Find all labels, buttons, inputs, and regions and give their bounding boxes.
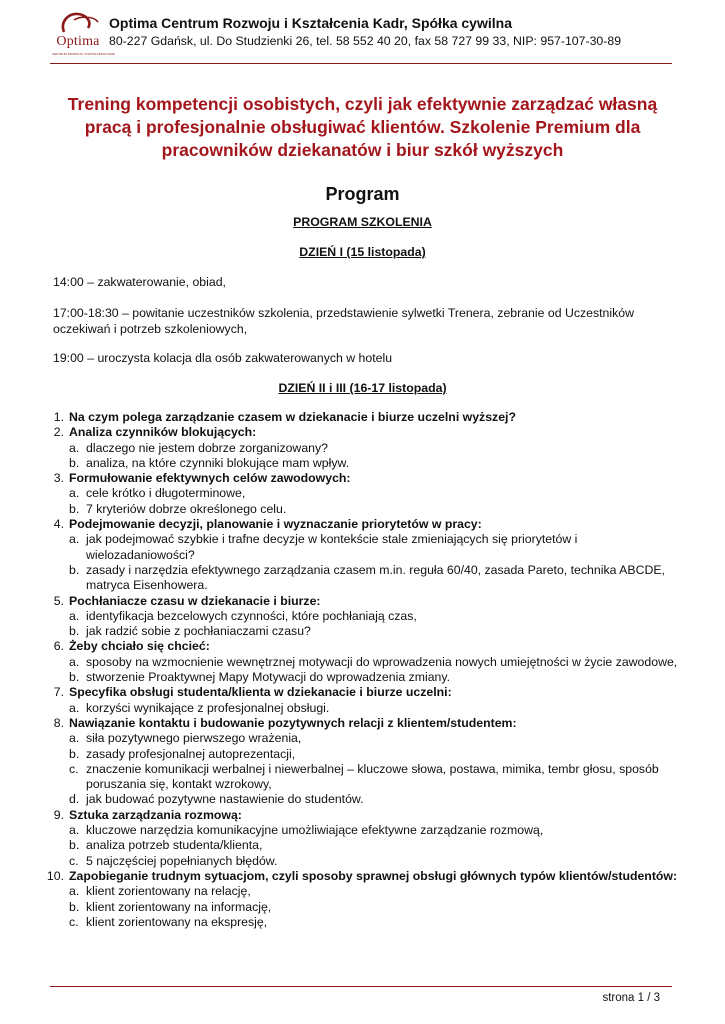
- sub-item-letter: a.: [69, 486, 80, 501]
- program-topics-list: [0, 410, 725, 930]
- list-title-text: Analiza czynników blokujących:: [69, 425, 257, 440]
- list-number: 2.: [53, 425, 64, 440]
- document-title: [40, 93, 685, 162]
- sub-item-text: 5 najczęściej popełnianych błędów.: [86, 853, 278, 868]
- title-line: Trening kompetencji osobistych, czyli jak efektywnie zarządzać własną: [67, 94, 658, 114]
- sub-item: [0, 747, 725, 762]
- list-title-text: Podejmowanie decyzji, planowanie i wyznaczanie priorytetów w pracy:: [69, 517, 482, 532]
- sub-item: [0, 532, 725, 563]
- list-item: [0, 716, 725, 808]
- list-item: [0, 410, 725, 425]
- list-item-title: [0, 716, 725, 731]
- sub-item-text: stworzenie Proaktywnej Mapy Motywacji do wprowadzenia zmiany.: [86, 670, 451, 685]
- sub-item-letter: c.: [69, 853, 79, 868]
- list-number: 10.: [46, 868, 64, 883]
- list-item: [0, 594, 725, 640]
- sub-item: [0, 731, 725, 746]
- sub-item-letter: b.: [69, 501, 80, 516]
- logo-wordmark: Optima: [56, 34, 100, 49]
- letterhead: [50, 10, 672, 64]
- sub-item-text: klient zorientowany na ekspresję,: [86, 914, 268, 929]
- sub-item-letter: b.: [69, 562, 80, 577]
- list-number: 5.: [53, 593, 64, 608]
- list-item-title: [0, 639, 725, 654]
- sub-item-letter: a.: [69, 731, 80, 746]
- page-number: strona 1 / 3: [602, 992, 660, 1004]
- list-item-title: [0, 808, 725, 823]
- sub-item: [0, 884, 725, 899]
- sub-item-letter: c.: [69, 914, 79, 929]
- sub-item-text: znaczenie komunikacji werbalnej i niewerbalnej – kluczowe słowa, postawa, mimika, tembr głosu, sposób poruszania się, kontakt wzrokowy,: [86, 761, 659, 792]
- schedule-entry: 14:00 – zakwaterowanie, obiad,: [53, 275, 226, 289]
- program-heading: Program: [325, 184, 400, 204]
- list-item: [0, 639, 725, 685]
- sub-item-text: jak budować pozytywne nastawienie do studentów.: [86, 792, 364, 807]
- sub-item-letter: a.: [69, 823, 80, 838]
- day23-heading: DZIEŃ II i III (16-17 listopada): [278, 381, 447, 395]
- list-item-title: [0, 517, 725, 532]
- sub-item-text: kluczowe narzędzia komunikacyjne umożliwiające efektywne zarządzanie rozmową,: [86, 823, 544, 838]
- sub-item-text: dlaczego nie jestem dobrze zorganizowany?: [86, 440, 328, 455]
- sub-item-letter: a.: [69, 884, 80, 899]
- sub-item-letter: a.: [69, 654, 80, 669]
- sub-item-text: jak podejmować szybkie i trafne decyzje w kontekście stale zmieniających się priorytetów i wielozadaniowości?: [86, 532, 578, 562]
- sub-item: [0, 624, 725, 639]
- sub-item-text: zasady profesjonalnej autoprezentacji,: [86, 746, 296, 761]
- day1-heading: DZIEŃ I (15 listopada): [299, 245, 426, 259]
- list-item-title: [0, 410, 725, 425]
- list-number: 1.: [53, 410, 64, 424]
- logo-tagline: CENTRUM ROZWOJU I KSZTAŁCENIA KADR: [52, 52, 115, 56]
- sub-item-text: sposoby na wzmocnienie wewnętrznej motywacji do wprowadzenia nowych umiejętności w życie zawodowe,: [86, 654, 678, 669]
- company-address: 80-227 Gdańsk, ul. Do Studzienki 26, tel. 58 552 40 20, fax 58 727 99 33, NIP: 957-107-30-89: [109, 34, 622, 48]
- sub-item-text: zasady i narzędzia efektywnego zarządzania czasem m.in. reguła 60/40, zasada Pareto, technika ABCDE, matryca Eisenhowera.: [86, 562, 665, 593]
- list-item: [0, 517, 725, 593]
- sub-item: [0, 609, 725, 624]
- sub-item: [0, 441, 725, 456]
- list-title-text: Specyfika obsługi studenta/klienta w dziekanacie i biurze uczelni:: [69, 685, 452, 700]
- sub-item: [0, 838, 725, 853]
- company-name: Optima Centrum Rozwoju i Kształcenia Kadr, Spółka cywilna: [109, 15, 512, 31]
- list-number: 7.: [53, 685, 64, 700]
- sub-item: [0, 823, 725, 838]
- sub-item-letter: b.: [69, 899, 80, 914]
- sub-item-letter: d.: [69, 792, 80, 807]
- sub-item-text: korzyści wynikające z profesjonalnej obsługi.: [86, 700, 330, 715]
- list-title-text: Na czym polega zarządzanie czasem w dziekanacie i biurze uczelni wyższej?: [69, 410, 516, 424]
- sub-item-letter: b.: [69, 746, 80, 761]
- sub-item: [0, 563, 725, 594]
- list-number: 3.: [53, 471, 64, 486]
- list-number: 9.: [53, 807, 64, 822]
- sub-item-text: 7 kryteriów dobrze określonego celu.: [86, 501, 287, 516]
- sub-item: [0, 900, 725, 915]
- schedule-entry: 17:00-18:30 – powitanie uczestników szkolenia, przedstawienie sylwetki Trenera, zebranie od Uczestników oczekiwań i potrzeb szkoleniowych,: [53, 306, 634, 336]
- list-title-text: Zapobieganie trudnym sytuacjom, czyli sposoby sprawnej obsługi głównych typów klientów/studentów:: [69, 868, 678, 883]
- list-item: [0, 425, 725, 471]
- list-title-text: Pochłaniacze czasu w dziekanacie i biurze:: [69, 593, 321, 608]
- list-item: [0, 471, 725, 517]
- list-number: 6.: [53, 639, 64, 654]
- list-title-text: Nawiązanie kontaktu i budowanie pozytywnych relacji z klientem/studentem:: [69, 715, 517, 730]
- list-title-text: Formułowanie efektywnych celów zawodowych:: [69, 471, 351, 486]
- sub-item: [0, 456, 725, 471]
- logo-swoosh-icon: [54, 10, 102, 36]
- footer-divider: [50, 986, 672, 987]
- sub-item: [0, 915, 725, 930]
- sub-item-text: analiza, na które czynniki blokujące mam wpływ.: [86, 455, 350, 470]
- list-item-title: [0, 425, 725, 440]
- sub-item: [0, 792, 725, 807]
- title-line: pracowników dziekanatów i biur szkół wyższych: [161, 140, 564, 160]
- list-item-title: [0, 869, 725, 884]
- sub-item: [0, 762, 725, 793]
- sub-item-letter: b.: [69, 838, 80, 853]
- sub-item: [0, 670, 725, 685]
- sub-item-letter: a.: [69, 608, 80, 623]
- list-item-title: [0, 594, 725, 609]
- sub-item: [0, 701, 725, 716]
- sub-item-letter: a.: [69, 440, 80, 455]
- list-number: 8.: [53, 715, 64, 730]
- sub-item: [0, 502, 725, 517]
- sub-item-text: identyfikacja bezcelowych czynności, które pochłaniają czas,: [86, 608, 417, 623]
- list-item-title: [0, 471, 725, 486]
- sub-item-letter: b.: [69, 455, 80, 470]
- header-divider: [50, 63, 672, 64]
- list-item: [0, 685, 725, 716]
- sub-item-letter: c.: [69, 761, 79, 776]
- schedule-entry: 19:00 – uroczysta kolacja dla osób zakwaterowanych w hotelu: [53, 351, 393, 365]
- sub-item: [0, 655, 725, 670]
- sub-item-letter: a.: [69, 532, 80, 547]
- title-line: pracą i profesjonalnie obsługiwać klientów. Szkolenie Premium dla: [84, 117, 641, 137]
- sub-item: [0, 486, 725, 501]
- sub-item-text: analiza potrzeb studenta/klienta,: [86, 838, 263, 853]
- sub-item-text: jak radzić sobie z pochłaniaczami czasu?: [86, 624, 311, 639]
- list-title-text: Sztuka zarządzania rozmową:: [69, 807, 242, 822]
- sub-item-text: siła pozytywnego pierwszego wrażenia,: [86, 731, 302, 746]
- list-item-title: [0, 685, 725, 700]
- sub-item-text: cele krótko i długoterminowe,: [86, 486, 246, 501]
- list-item: [0, 869, 725, 930]
- sub-item-text: klient zorientowany na relację,: [86, 884, 251, 899]
- sub-item-letter: b.: [69, 670, 80, 685]
- list-item: [0, 808, 725, 869]
- sub-item-letter: a.: [69, 700, 80, 715]
- sub-item-text: klient zorientowany na informację,: [86, 899, 272, 914]
- list-number: 4.: [53, 517, 64, 532]
- program-subheading: PROGRAM SZKOLENIA: [293, 215, 432, 229]
- sub-item: [0, 854, 725, 869]
- list-title-text: Żeby chciało się chcieć:: [69, 639, 210, 654]
- optima-logo: [50, 10, 115, 60]
- sub-item-letter: b.: [69, 624, 80, 639]
